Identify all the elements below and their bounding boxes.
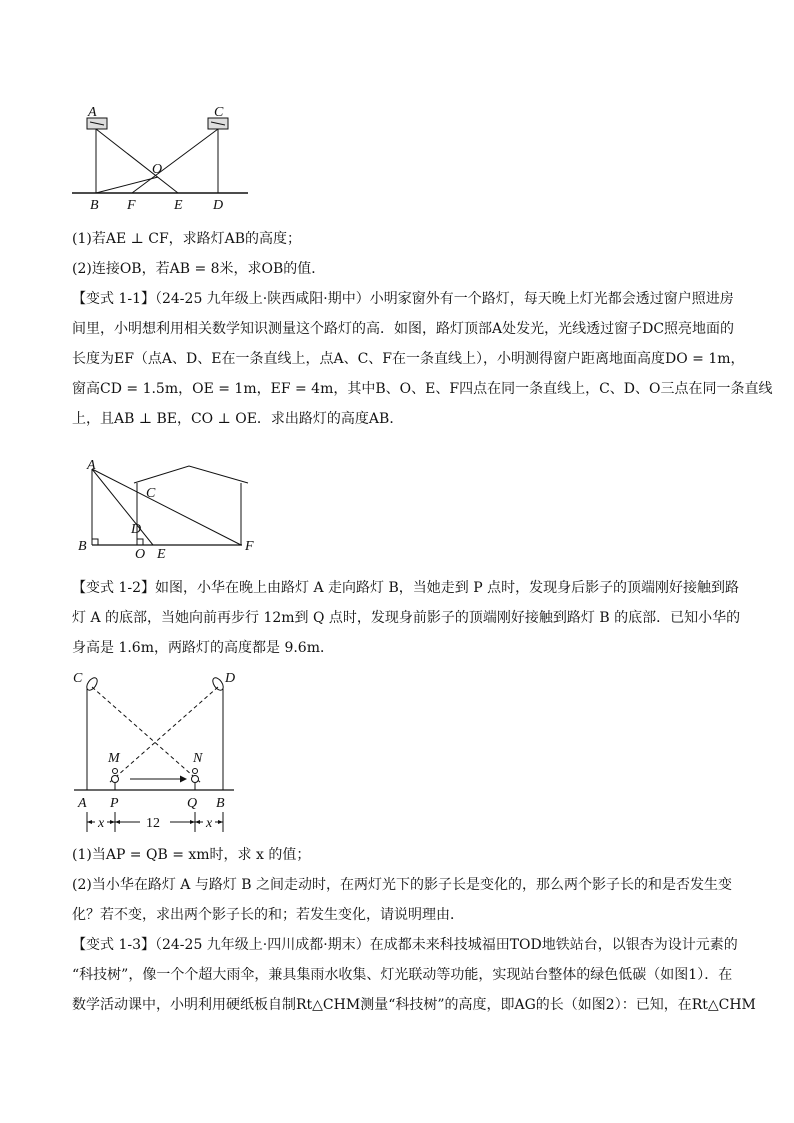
- label-f: F: [245, 539, 254, 554]
- variant-1-1-line-3: 长度为EF（点A、D、E在一条直线上，点A、C、F在一条直线上），小明测得窗户距离地面高度DO = 1m，: [72, 351, 745, 367]
- label-a: A: [78, 796, 87, 811]
- dim-right-x: x: [206, 816, 213, 831]
- label-o: O: [135, 547, 146, 561]
- ray-ae: [96, 129, 178, 193]
- label-d: D: [131, 522, 142, 537]
- label-c: C: [146, 486, 156, 501]
- label-d: D: [213, 198, 224, 213]
- label-a: A: [88, 105, 97, 120]
- figure-2-window-light: [74, 457, 264, 561]
- label-e: E: [157, 547, 166, 561]
- label-d: D: [225, 671, 236, 686]
- label-a: A: [87, 458, 96, 473]
- label-b: B: [78, 539, 87, 554]
- ray-cf: [132, 129, 218, 193]
- variant-1-1-line-4: 窗高CD = 1.5m，OE = 1m，EF = 4m，其中B、O、E、F四点在同一条直线上，C、D、O三点在同一条直线: [72, 381, 773, 397]
- variant-1-2-questions: [72, 840, 756, 1020]
- segment-ob: [96, 177, 158, 193]
- variant-1-1-line-2: 间里，小明想利用相关数学知识测量这个路灯的高．如图，路灯顶部A处发光，光线透过窗子DC照亮地面的: [72, 321, 735, 337]
- house-roof: [134, 466, 248, 483]
- ray-c: [92, 687, 201, 783]
- label-e: E: [174, 198, 183, 213]
- label-f: F: [127, 198, 136, 213]
- figure-3-walking-between-lamps: [70, 665, 240, 837]
- variant-1-3-line-1: 【变式 1-3】（24-25 九年级上·四川成都·期末）在成都未来科技城福田TOD地铁站台，以银杏为设计元素的: [72, 937, 738, 953]
- label-n: N: [193, 751, 203, 766]
- question-1-part-2: (2)连接OB，若AB = 8米，求OB的值．: [72, 261, 326, 277]
- variant-1-2-part-2-line-1: (2)当小华在路灯 A 与路灯 B 之间走动时，在两灯光下的影子长是变化的，那么两个影子长的和是否发生变: [72, 877, 733, 893]
- label-p: P: [110, 796, 119, 811]
- variant-1-3-line-3: 数学活动课中，小明利用硬纸板自制Rt△CHM测量“科技树”的高度，即AG的长（如图2）：已知，在Rt△CHM: [72, 997, 756, 1013]
- ray-d: [109, 687, 218, 783]
- dim-mid-12: 12: [146, 816, 160, 831]
- variant-1-2-line-2: 灯 A 的底部，当她向前再步行 12m到 Q 点时，发现身前影子的顶端刚好接触到路灯 B 的底部．已知小华的: [72, 610, 741, 626]
- label-q: Q: [187, 796, 198, 811]
- person-n-icon: [193, 769, 198, 774]
- variant-1-2-line-3: 身高是 1.6m，两路灯的高度都是 9.6m．: [72, 640, 334, 656]
- question-1-part-1: (1)若AE ⊥ CF，求路灯AB的高度；: [72, 231, 302, 247]
- dim-left-x: x: [98, 816, 105, 831]
- variant-1-2-line-1: 【变式 1-2】如图，小华在晚上由路灯 A 走向路灯 B，当她走到 P 点时，发现身后影子的顶端刚好接触到路: [72, 580, 740, 596]
- variant-1-2-block: [72, 573, 741, 663]
- variant-1-3-line-2: “科技树”，像一个个超大雨伞，兼具集雨水收集、灯光联动等功能，实现站台整体的绿色低碳（如图1）．在: [72, 967, 733, 983]
- variant-1-1-line-5: 上，且AB ⊥ BE，CO ⊥ OE．求出路灯的高度AB．: [72, 411, 404, 427]
- figure-1-streetlights: [70, 100, 260, 215]
- variant-1-2-part-2-line-2: 化？若不变，求出两个影子长的和；若发生变化，请说明理由．: [72, 907, 464, 923]
- person-m-icon: [113, 769, 118, 774]
- label-c: C: [214, 105, 224, 120]
- label-b: B: [90, 198, 99, 213]
- variant-1-2-part-1: (1)当AP = QB = xm时，求 x 的值；: [72, 847, 311, 863]
- variant-1-1-line-1: 【变式 1-1】（24-25 九年级上·陕西咸阳·期中）小明家窗外有一个路灯，每天晚上灯光都会透过窗户照进房: [72, 291, 734, 307]
- label-m: M: [108, 751, 120, 766]
- label-o: O: [152, 162, 163, 177]
- label-b: B: [216, 796, 225, 811]
- ray-af: [92, 469, 241, 545]
- question-block-1: [72, 224, 773, 434]
- label-c: C: [73, 671, 83, 686]
